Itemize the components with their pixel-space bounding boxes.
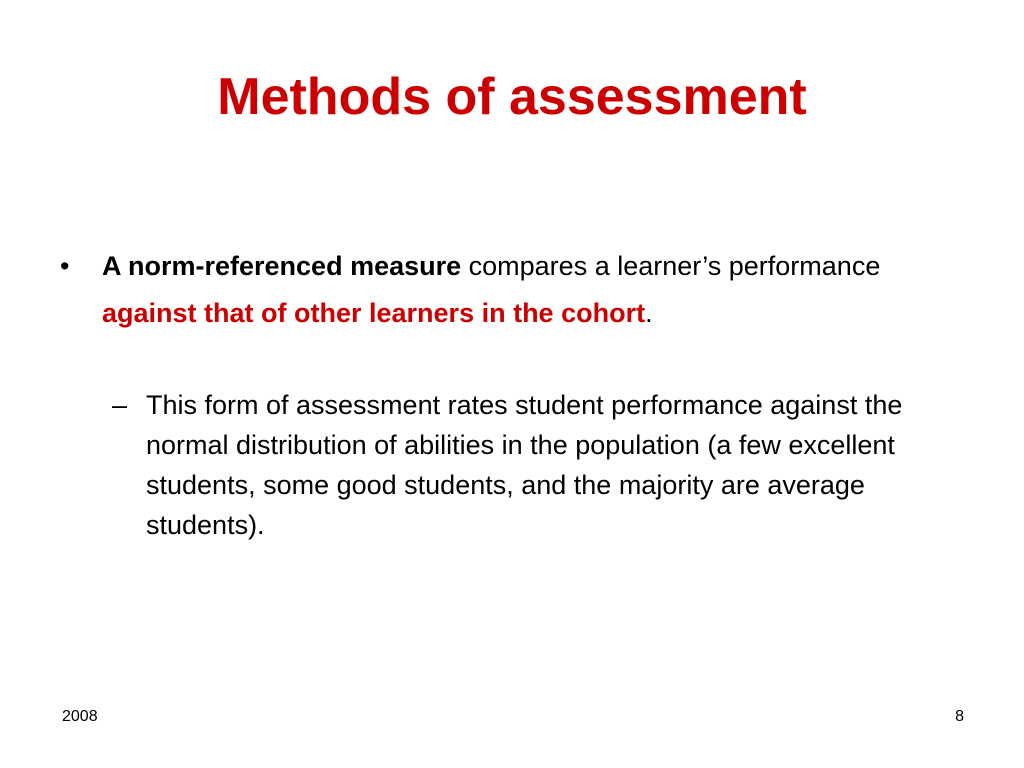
bullet-text-mid: compares a learner’s performance	[461, 251, 881, 281]
bullet-bold-lead: A norm-referenced measure	[102, 251, 462, 281]
footer-date: 2008	[62, 708, 98, 725]
bullet-item	[60, 243, 960, 337]
slide-title: Methods of assessment	[217, 68, 807, 126]
bullet-text-end: .	[645, 298, 653, 328]
bullet-marker: •	[60, 251, 70, 281]
sub-bullet-text: This form of assessment rates student performance against the normal distribution of abilities in the population (a few excellent students, some good students, and the majority are average students).	[146, 390, 903, 540]
bullet-emphasis: against that of other learners in the cohort	[102, 298, 646, 328]
sub-bullet-item	[112, 385, 946, 545]
slide-body	[60, 243, 960, 545]
footer-page-number: 8	[955, 708, 964, 725]
sub-bullet-marker: –	[112, 390, 128, 420]
